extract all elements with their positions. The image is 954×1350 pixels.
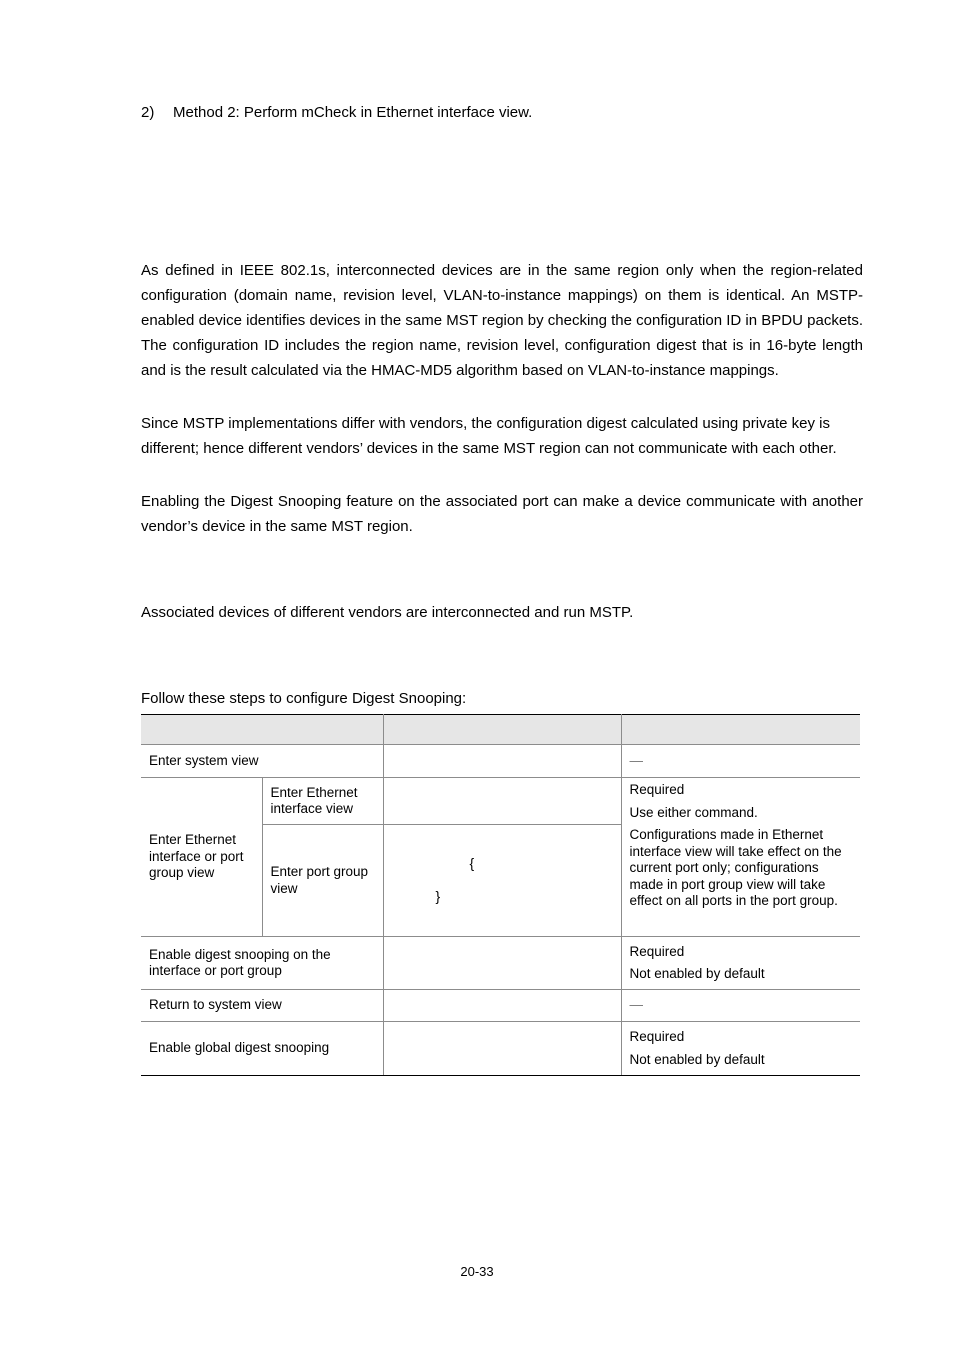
remarks-line: Required — [629, 1029, 685, 1044]
operation-cell: Enable global digest snooping — [141, 1022, 383, 1076]
header-operation — [141, 715, 383, 745]
command-cell — [383, 937, 621, 990]
paragraph-enable-feature: Enabling the Digest Snooping feature on the associated port can make a device communicate with another vendor’s device in the same MST region. — [141, 493, 863, 535]
sub-operation-cell: Enter Ethernet interface view — [262, 778, 383, 825]
config-steps-table — [141, 714, 860, 1076]
page-number: 20-33 — [460, 1264, 494, 1279]
operation-cell: Return to system view — [141, 990, 383, 1022]
list-text: Method 2: Perform mCheck in Ethernet interface view. — [173, 104, 533, 121]
paragraph-steps-intro: Follow these steps to configure Digest Snooping: — [141, 690, 467, 707]
paragraph-prerequisites: Associated devices of different vendors are interconnected and run MSTP. — [141, 604, 634, 621]
brace-close: } — [435, 888, 441, 904]
table-row — [141, 778, 860, 825]
brace-open: { — [469, 855, 475, 871]
command-cell — [383, 745, 621, 778]
remarks-line: Not enabled by default — [629, 966, 765, 981]
command-cell — [383, 825, 621, 937]
remarks-cell — [621, 937, 860, 990]
header-remarks — [621, 715, 860, 745]
table-row — [141, 745, 860, 778]
operation-cell: Enter Ethernet interface or port group view — [141, 778, 262, 937]
paragraph-digest-intro: As defined in IEEE 802.1s, interconnected devices are in the same region only when the region-related configuration (domain name, revision level, VLAN-to-instance mappings) on them is identical. An MSTP-enabled device identifies devices in the same MST region by checking the configuration ID in BPDU packets. The configuration ID includes the region name, revision level, configuration digest that is in 16-byte length and is the result calculated via the HMAC-MD5 algorithm based on VLAN-to-instance mappings. — [141, 262, 863, 379]
operation-cell: Enable digest snooping on the interface or port group — [141, 937, 383, 990]
remarks-cell: — — [621, 745, 860, 778]
table-row — [141, 1022, 860, 1076]
table-row — [141, 990, 860, 1022]
remarks-line: Required — [629, 782, 685, 797]
method-list-item — [141, 103, 532, 123]
command-cell — [383, 1022, 621, 1076]
remarks-line: Required — [629, 943, 685, 959]
remarks-line: Not enabled by default — [629, 1051, 765, 1067]
table-header-row — [141, 715, 860, 745]
command-cell — [383, 778, 621, 825]
remarks-cell — [621, 778, 860, 937]
remarks-cell — [621, 1022, 860, 1076]
operation-cell: Enter system view — [141, 745, 383, 778]
table-row — [141, 937, 860, 990]
header-command — [383, 715, 621, 745]
list-number: 2) — [141, 104, 155, 121]
remarks-cell: — — [621, 990, 860, 1022]
remarks-line: Configurations made in Ethernet interface view will take effect on the current port only; configurations made in port group view will take effect on all ports in the port group. — [629, 827, 842, 908]
remarks-line: Use either command. — [629, 804, 758, 820]
sub-operation-cell: Enter port group view — [262, 825, 383, 937]
command-cell — [383, 990, 621, 1022]
paragraph-vendor-difference: Since MSTP implementations differ with vendors, the configuration digest calculated using private key is different; hence different vendors’ devices in the same MST region can not communicate with each other. — [141, 415, 837, 457]
